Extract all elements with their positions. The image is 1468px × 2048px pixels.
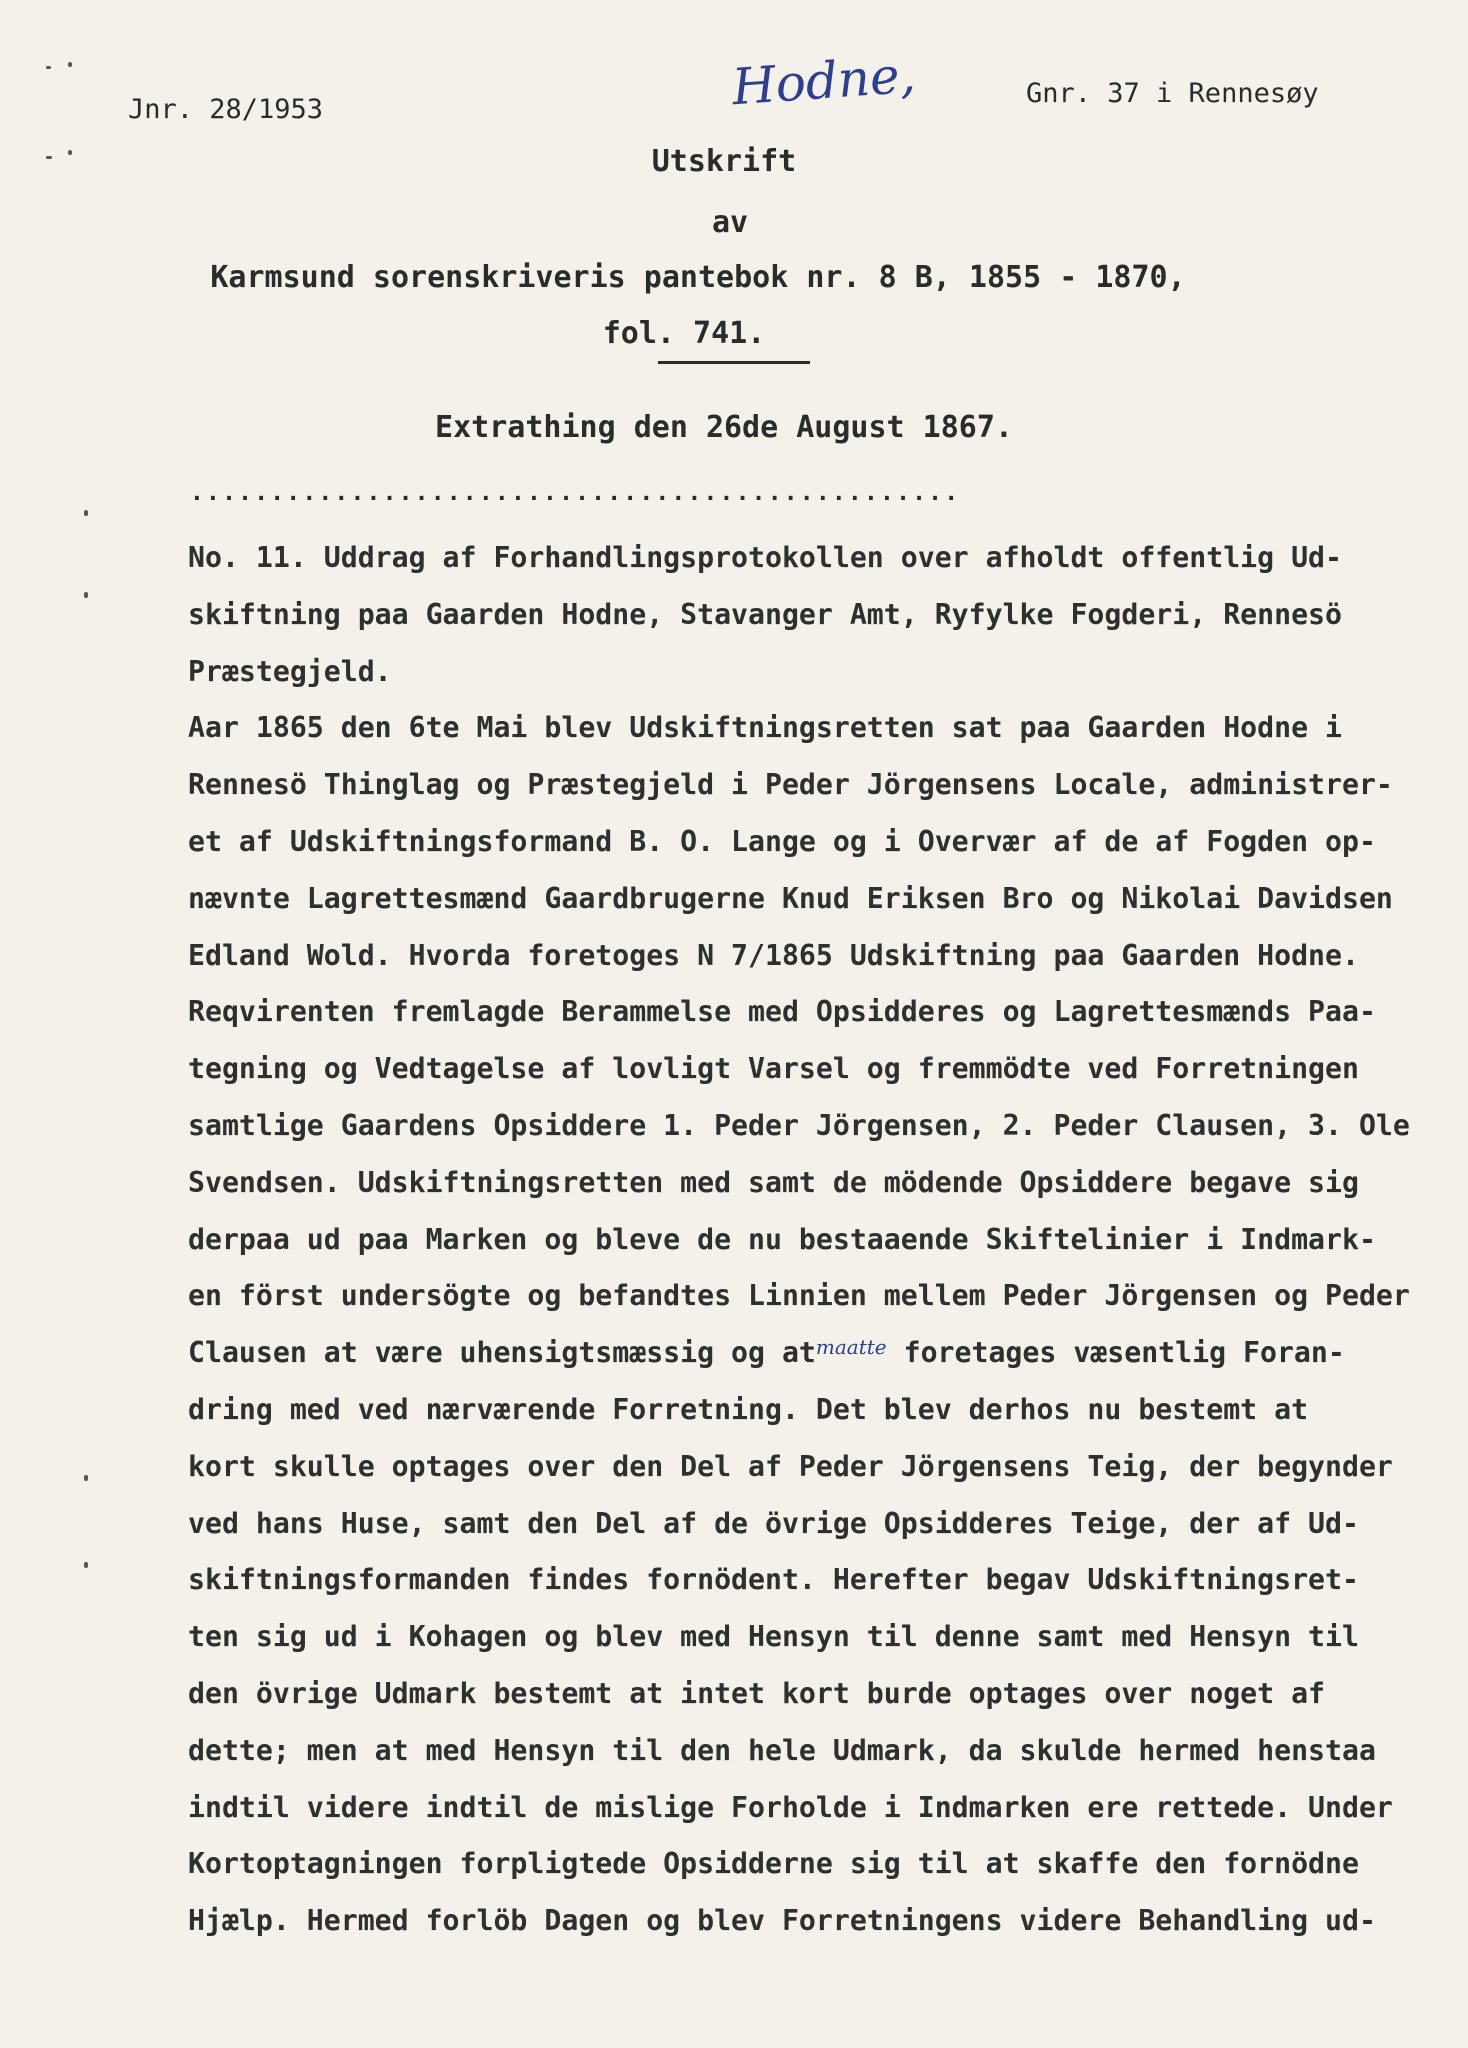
session-heading: Extrathing den 26de August 1867. — [435, 410, 1013, 445]
body-line-part: foretages væsentlig Foran- — [886, 1336, 1345, 1370]
body-line: No. 11. Uddrag af Forhandlingsprotokollen over afholdt offentlig Ud- — [188, 541, 1342, 574]
title-connector: av — [711, 205, 749, 240]
body-line: den övrige Udmark bestemt at intet kort burde optages over noget af — [188, 1676, 1326, 1710]
scan-edge-mark — [68, 62, 72, 67]
transcript-body — [188, 530, 1428, 1950]
body-line: ved hans Huse, samt den Del af de övrige Opsidderes Teige, der af Ud- — [188, 1506, 1359, 1540]
body-line: kort skulle optages over den Del af Peder Jörgensens Teig, der begynder — [188, 1449, 1393, 1483]
body-line: Svendsen. Udskiftningsretten med samt de mödende Opsiddere begave sig — [188, 1165, 1359, 1199]
body-line-part: Clausen at være uhensigtsmæssig og at — [188, 1336, 816, 1370]
body-line: Hjælp. Hermed forlöb Dagen og blev Forretningens videre Behandling ud- — [188, 1904, 1376, 1938]
body-line: Rennesö Thinglag og Præstegjeld i Peder Jörgensens Locale, administrer- — [188, 768, 1393, 802]
scan-edge-mark — [46, 66, 51, 69]
body-line: skiftningsformanden findes fornödent. Herefter begav Udskiftningsret- — [188, 1563, 1359, 1597]
scan-edge-mark — [84, 1562, 88, 1568]
body-line: indtil videre indtil de mislige Forholde i Indmarken ere rettede. Under — [188, 1790, 1393, 1824]
body-line: Reqvirenten fremlagde Berammelse med Opsidderes og Lagrettesmænds Paa- — [188, 995, 1376, 1029]
body-line: skiftning paa Gaarden Hodne, Stavanger Amt, Ryfylke Fogderi, Rennesö — [188, 597, 1342, 631]
body-line: ten sig ud i Kohagen og blev med Hensyn til denne samt med Hensyn til — [188, 1620, 1359, 1654]
folio-number: fol. 741. — [602, 316, 766, 351]
body-line: dette; men at med Hensyn til den hele Udmark, da skulde hermed henstaa — [188, 1733, 1376, 1767]
body-line: en först undersögte og befandtes Linnien mellem Peder Jörgensen og Peder — [188, 1279, 1410, 1313]
folio-underline — [658, 361, 810, 364]
scan-edge-mark — [84, 510, 88, 516]
document-title: Utskrift — [651, 144, 797, 179]
handwritten-farm-name: Hodne, — [730, 45, 918, 117]
body-line: nævnte Lagrettesmænd Gaardbrugerne Knud Eriksen Bro og Nikolai Davidsen — [188, 881, 1393, 915]
scan-edge-mark — [84, 1475, 88, 1481]
body-line: tegning og Vedtagelse af lovligt Varsel og fremmödte ved Forretningen — [188, 1052, 1359, 1086]
body-line: Kortoptagningen forpligtede Opsidderne sig til at skaffe den fornödne — [188, 1847, 1359, 1881]
body-line: samtlige Gaardens Opsiddere 1. Peder Jörgensen, 2. Peder Clausen, 3. Ole — [188, 1108, 1410, 1142]
farm-reference: Gnr. 37 i Rennesøy — [1026, 78, 1319, 109]
body-line: et af Udskiftningsformand B. O. Lange og i Overvær af de af Fogden op- — [188, 824, 1376, 858]
body-line: Edland Wold. Hvorda foretoges N 7/1865 Udskiftning paa Gaarden Hodne. — [188, 938, 1359, 972]
body-line: derpaa ud paa Marken og bleve de nu bestaaende Skiftelinier i Indmark- — [188, 1222, 1376, 1256]
body-line: dring med ved nærværende Forretning. Det blev derhos nu bestemt at — [188, 1392, 1309, 1426]
journal-number: Jnr. 28/1953 — [128, 94, 324, 125]
body-line: Præstegjeld. — [188, 654, 392, 688]
source-book: Karmsund sorenskriveris pantebok nr. 8 B, 1855 - 1870, — [210, 260, 1186, 295]
scan-edge-mark — [84, 592, 88, 598]
body-line: Aar 1865 den 6te Mai blev Udskiftningsretten sat paa Gaarden Hodne i — [188, 711, 1342, 745]
handwritten-insertion: maatte — [815, 1335, 887, 1360]
dotted-separator: ................................................ — [190, 480, 961, 506]
body-line-with-insertion — [188, 1325, 1428, 1382]
